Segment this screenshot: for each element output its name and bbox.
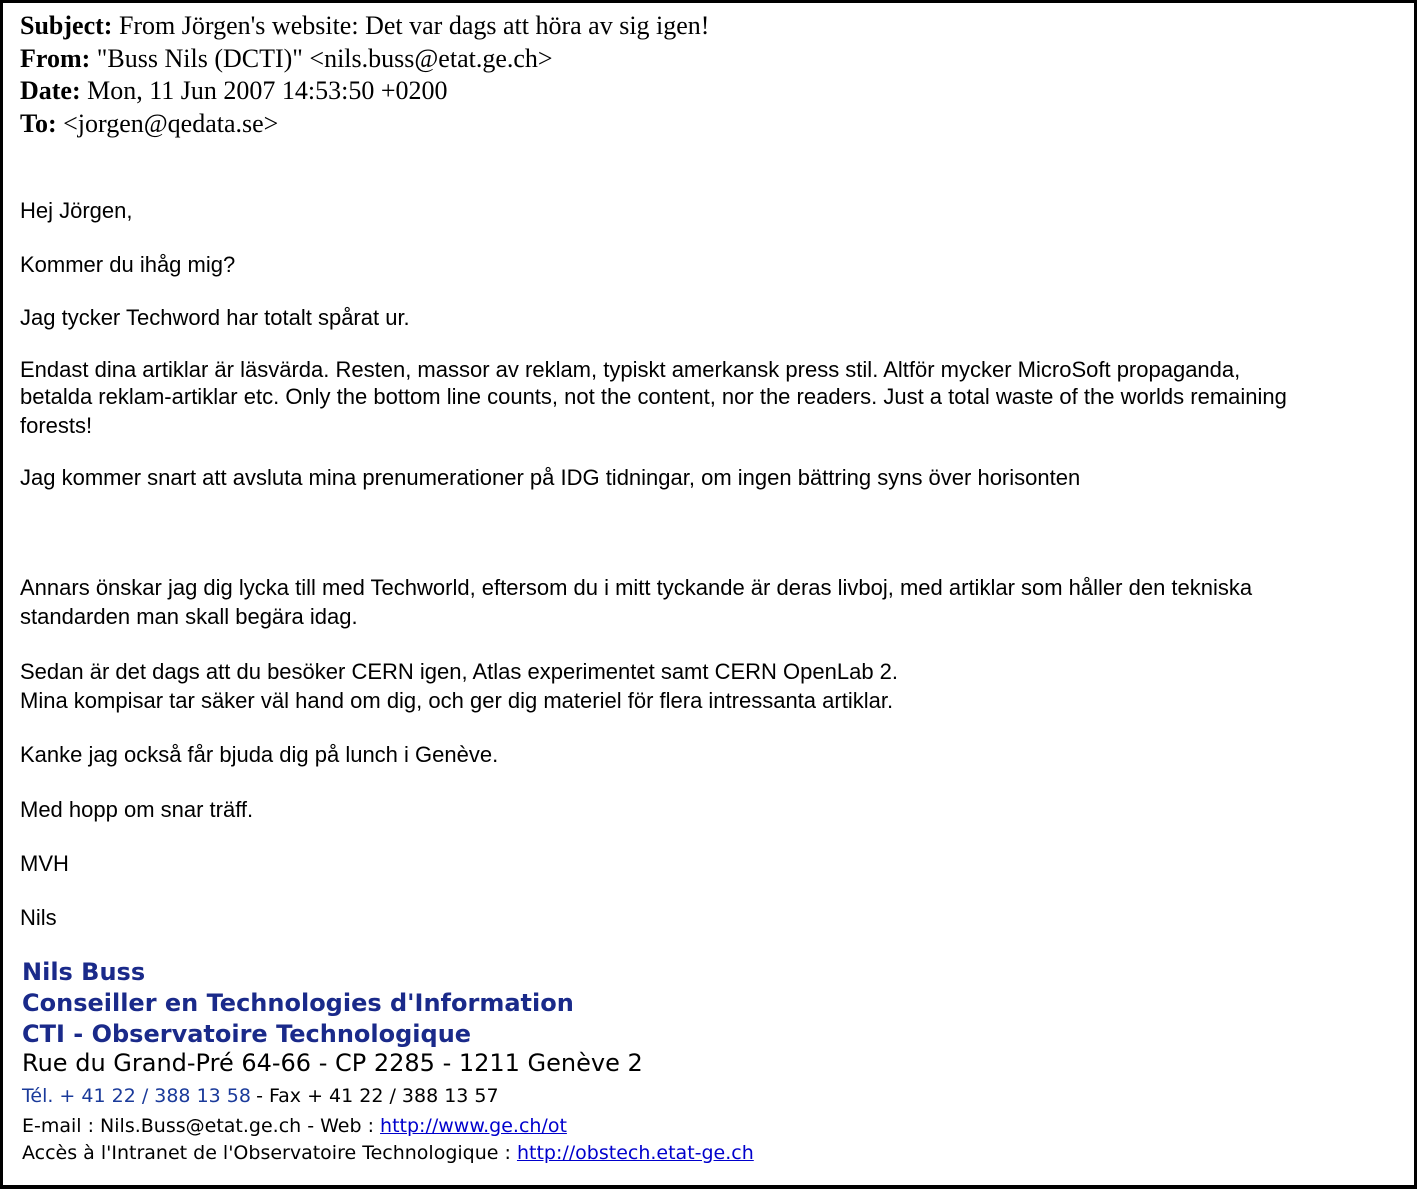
paragraph-10: Nils (20, 905, 57, 930)
to-value: <jorgen@qedata.se> (63, 108, 279, 138)
paragraph-2: Jag tycker Techword har totalt spårat ur. (20, 305, 410, 330)
signature-tel: Tél. + 41 22 / 388 13 58 (22, 1085, 251, 1107)
signature-email-row (22, 1115, 567, 1137)
signature-title: Conseiller en Technologies d'Information (22, 989, 574, 1017)
subject-row (20, 10, 709, 43)
paragraph-8: Med hopp om snar träff. (20, 797, 254, 822)
web-link[interactable]: http://www.ge.ch/ot (380, 1115, 567, 1137)
from-label: From: (20, 43, 91, 73)
date-row (20, 75, 709, 108)
signature-address: Rue du Grand-Pré 64-66 - CP 2285 - 1211 Genève 2 (22, 1049, 643, 1077)
signature-email-prefix: E-mail : Nils.Buss@etat.ge.ch - Web : (22, 1115, 381, 1137)
signature-phone-row (22, 1085, 499, 1107)
paragraph-5-line-2: standarden man skall begära idag. (20, 604, 358, 629)
paragraph-3-line-1: Endast dina artiklar är läsvärda. Resten, massor av reklam, typiskt amerkansk press stil. Altför mycker MicroSoft propaganda, (20, 357, 1241, 382)
date-value: Mon, 11 Jun 2007 14:53:50 +0200 (87, 76, 448, 105)
intranet-link[interactable]: http://obstech.etat-ge.ch (516, 1142, 754, 1164)
paragraph-7: Kanke jag också får bjuda dig på lunch i Genève. (20, 742, 499, 767)
paragraph-4: Jag kommer snart att avsluta mina prenumerationer på IDG tidningar, om ingen bättring syns över horisonten (20, 465, 1081, 490)
to-row (20, 108, 709, 141)
paragraph-1: Kommer du ihåg mig? (20, 252, 236, 277)
paragraph-5-line-1: Annars önskar jag dig lycka till med Techworld, eftersom du i mitt tyckande är deras livboj, med artiklar som håller den tekniska (20, 575, 1253, 600)
signature-name: Nils Buss (22, 958, 146, 986)
signature-fax: - Fax + 41 22 / 388 13 57 (256, 1085, 499, 1107)
email-header (20, 10, 709, 140)
signature-org: CTI - Observatoire Technologique (22, 1020, 472, 1048)
paragraph-3-line-3: forests! (20, 413, 93, 438)
paragraph-9: MVH (20, 851, 69, 876)
date-label: Date: (20, 76, 81, 105)
paragraph-6-line-1: Sedan är det dags att du besöker CERN igen, Atlas experimentet samt CERN OpenLab 2. (20, 659, 899, 684)
subject-label: Subject: (20, 11, 113, 40)
subject-value: From Jörgen's website: Det var dags att höra av sig igen! (118, 11, 710, 40)
from-row (20, 43, 709, 76)
greeting: Hej Jörgen, (20, 198, 133, 223)
from-value: "Buss Nils (DCTI)" <nils.buss@etat.ge.ch> (96, 43, 553, 73)
to-label: To: (20, 108, 57, 138)
signature-intranet-prefix: Accès à l'Intranet de l'Observatoire Technologique : (22, 1142, 517, 1164)
paragraph-6-line-2: Mina kompisar tar säker väl hand om dig, och ger dig materiel för flera intressanta artiklar. (20, 688, 894, 713)
paragraph-3-line-2: betalda reklam-artiklar etc. Only the bottom line counts, not the content, nor the readers. Just a total waste of the worlds remaining (20, 384, 1287, 409)
signature-intranet-row (22, 1142, 754, 1164)
